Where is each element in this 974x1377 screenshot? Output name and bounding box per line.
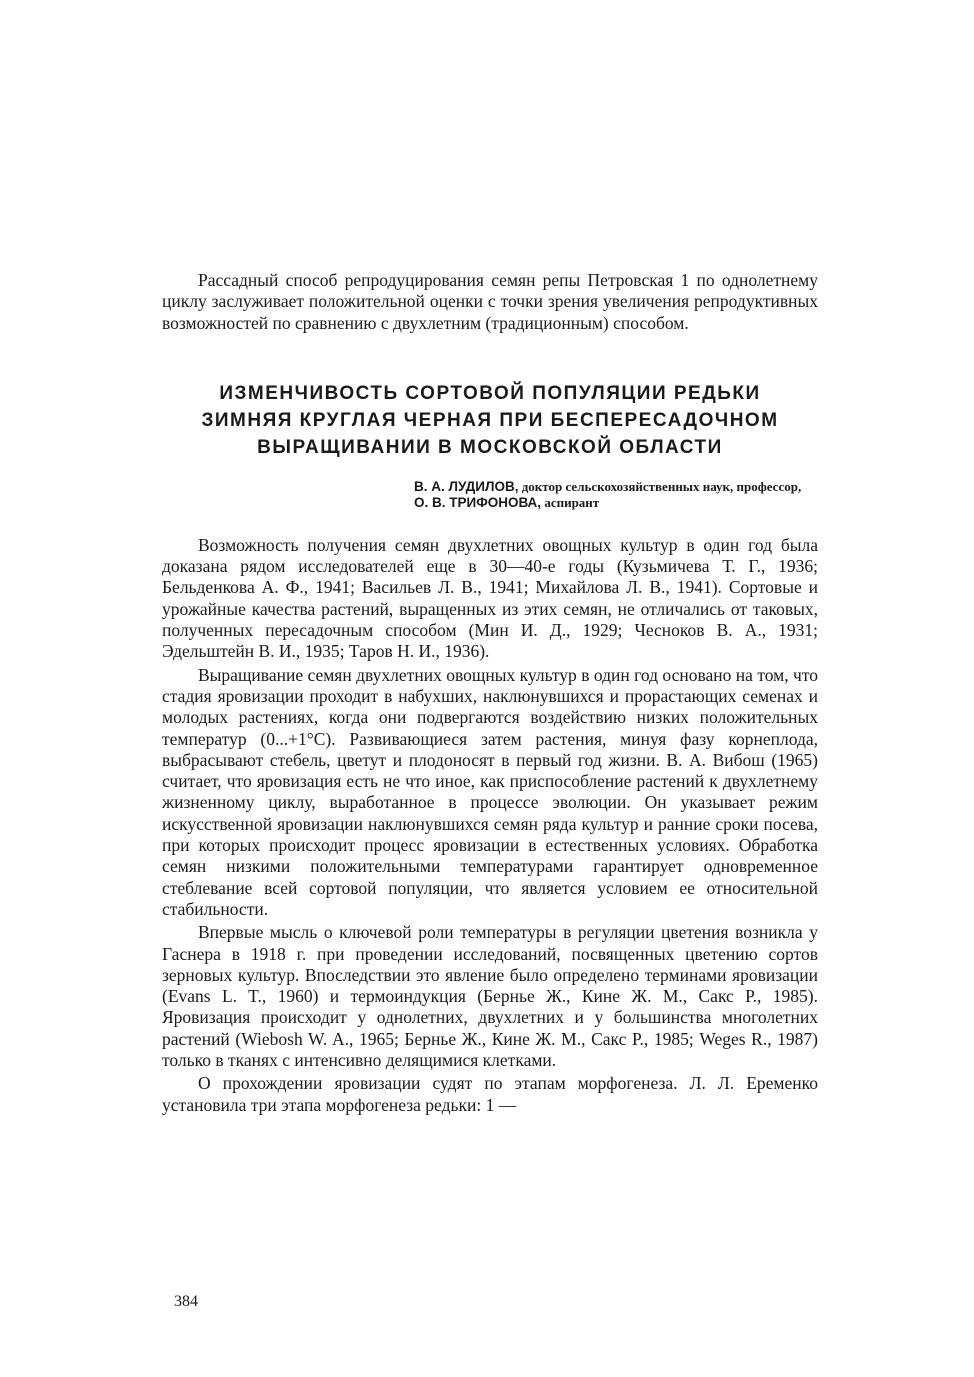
author-1-name: В. А. ЛУДИЛОВ,: [414, 478, 519, 494]
page-number: 384: [174, 1293, 198, 1310]
author-2-name: О. В. ТРИФОНОВА,: [414, 494, 542, 510]
body-paragraph-3: Впервые мысль о ключевой роли температуры в регуляции цветения возникла у Гаснера в 1918 г. при проведении исследований, посвященных цветению сортов зерновых культур. Впоследствии это явление было определено терминами яровизации (Evans L. T., 1960) и термоиндукция (Бернье Ж., Кине Ж. М., Сакс Р., 1985). Яровизация происходит у однолетних, двухлетних и у большинства многолетних растений (Wiebosh W. A., 1965; Бернье Ж., Кине Ж. М., Сакс Р., 1985; Weges R., 1987) только в тканях с интенсивно делящимися клетками.: [162, 922, 818, 1071]
intro-paragraph: Рассадный способ репродуцирования семян репы Петровская 1 по однолетнему циклу заслуживает положительной оценки с точки зрения увеличения репродуктивных возможностей по сравнению с двухлетним (традиционным) способом.: [162, 270, 818, 333]
author-2: [414, 495, 818, 511]
article-body: [162, 535, 818, 1116]
title-line-1: ИЗМЕНЧИВОСТЬ СОРТОВОЙ ПОПУЛЯЦИИ РЕДЬКИ: [219, 382, 761, 404]
author-block: [414, 479, 818, 511]
body-paragraph-4: О прохождении яровизации судят по этапам морфогенеза. Л. Л. Еременко установила три этапа морфогенеза редьки: 1 —: [162, 1073, 818, 1115]
author-2-credentials: аспирант: [544, 494, 600, 510]
author-1-credentials: доктор сельскохозяйственных наук, профессор,: [521, 478, 802, 494]
article-title: [162, 380, 818, 461]
body-paragraph-1: Возможность получения семян двухлетних овощных культур в один год была доказана рядом исследователей еще в 30—40-е годы (Кузьмичева Т. Г., 1936; Бельденкова А. Ф., 1941; Васильев Л. В., 1941; Михайлова Л. В., 1941). Сортовые и урожайные качества растений, выращенных из этих семян, не отличались от таковых, полученных пересадочным способом (Мин И. Д., 1929; Чесноков В. А., 1931; Эдельштейн В. И., 1935; Таров Н. И., 1936).: [162, 534, 818, 662]
page-content: [162, 270, 818, 1116]
body-paragraph-2: Выращивание семян двухлетних овощных культур в один год основано на том, что стадия яровизации проходит в набухших, наклюнувшихся и прорастающих семенах и молодых растениях, когда они подвергаются воздействию низких положительных температур (0...+1°С). Развивающиеся затем растения, минуя фазу корнеплода, выбрасывают стебель, цветут и плодоносят в первый год жизни. В. А. Вибош (1965) считает, что яровизация есть не что иное, как приспособление растений к двухлетнему жизненному циклу, выработанное в процессе эволюции. Он указывает режим искусственной яровизации наклюнувшихся семян ряда культур и ранние сроки посева, при которых происходит процесс яровизации в естественных условиях. Обработка семян низкими положительными температурами гарантирует одновременное стеблевание всей сортовой популяции, что является условием ее относительной стабильности.: [162, 664, 818, 919]
title-line-3: ВЫРАЩИВАНИИ В МОСКОВСКОЙ ОБЛАСТИ: [257, 436, 723, 458]
title-line-2: ЗИМНЯЯ КРУГЛАЯ ЧЕРНАЯ ПРИ БЕСПЕРЕСАДОЧНОМ: [201, 409, 779, 431]
author-1: [414, 479, 818, 495]
